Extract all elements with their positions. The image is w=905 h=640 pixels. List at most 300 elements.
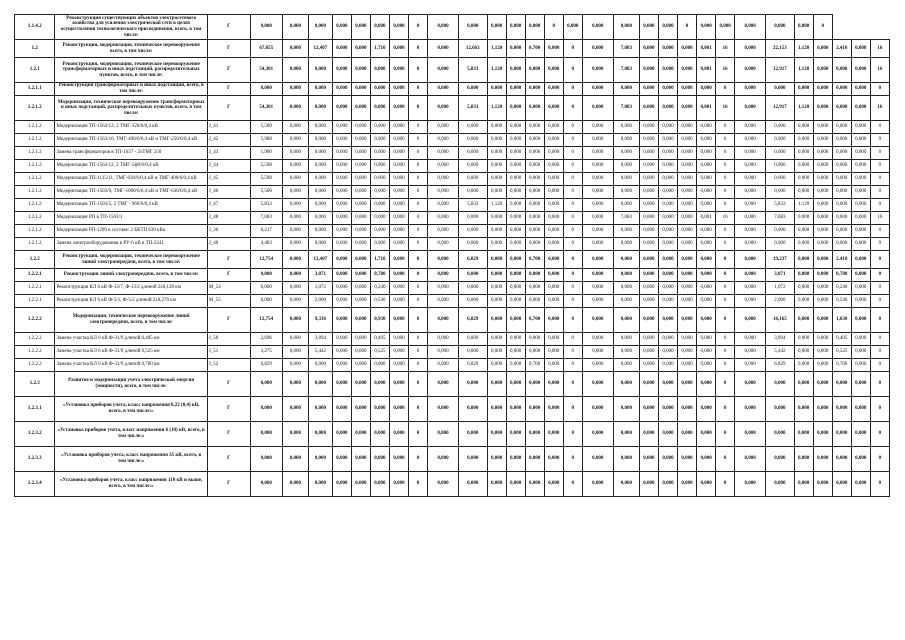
- value-cell: 0,000: [639, 199, 658, 212]
- value-cell: 0: [563, 372, 582, 397]
- value-cell: 0,000: [282, 346, 308, 359]
- value-cell: 0,000: [658, 15, 677, 40]
- value-cell: 0,000: [794, 186, 813, 199]
- value-cell: 5,833: [766, 199, 795, 212]
- value-cell: 0,000: [351, 295, 370, 308]
- value-cell: 1,120: [487, 96, 506, 121]
- value-cell: 0,000: [351, 472, 370, 497]
- value-cell: 0,000: [813, 397, 832, 422]
- value-cell: 0,000: [851, 96, 870, 121]
- value-cell: 0,000: [851, 40, 870, 58]
- value-cell: 0: [563, 134, 582, 147]
- row-name-cell: «Установка приборов учета, класс напряжения 6 (10) кВ, всего, в том числе:»: [55, 422, 207, 447]
- value-cell: 0,000: [851, 251, 870, 269]
- value-cell: 16: [870, 40, 889, 58]
- value-cell: 0,000: [332, 447, 351, 472]
- value-cell: 0,000: [582, 199, 613, 212]
- project-id-cell: Г: [207, 472, 250, 497]
- row-name-cell: Реконструкция линий электропередачи, всего, в том числе:: [55, 269, 207, 282]
- project-id-cell: J_50: [207, 333, 250, 346]
- value-cell: 0,000: [735, 121, 766, 134]
- value-cell: 0,000: [658, 397, 677, 422]
- value-cell: 0,000: [351, 173, 370, 186]
- value-cell: 0,000: [309, 160, 333, 173]
- value-cell: 0: [563, 40, 582, 58]
- value-cell: 16: [870, 58, 889, 83]
- value-cell: 0,000: [766, 134, 795, 147]
- value-cell: 0: [409, 199, 428, 212]
- row-code-cell: 1.2.1.2: [15, 238, 55, 251]
- value-cell: 0: [716, 160, 735, 173]
- value-cell: 0,000: [613, 447, 639, 472]
- value-cell: 1,120: [794, 96, 813, 121]
- project-id-cell: M_55: [207, 295, 250, 308]
- value-cell: 0,000: [370, 83, 389, 96]
- value-cell: 0: [716, 333, 735, 346]
- value-cell: 0,000: [832, 160, 851, 173]
- value-cell: 0,000: [735, 225, 766, 238]
- value-cell: 7,083: [613, 96, 639, 121]
- table-section-row: [15, 251, 890, 269]
- value-cell: 0: [678, 15, 697, 40]
- value-cell: 0: [409, 173, 428, 186]
- row-name-cell: Реконструкция КЛ 6 кВ Ф-5/1, Ф-5/2 длиной 2х0,270 км: [55, 295, 207, 308]
- table-row: [15, 238, 890, 251]
- value-cell: 0,000: [351, 199, 370, 212]
- value-cell: 0,000: [639, 58, 658, 83]
- value-cell: 0,000: [735, 83, 766, 96]
- value-cell: 0,000: [309, 422, 333, 447]
- value-cell: 0,000: [832, 397, 851, 422]
- value-cell: 1,072: [766, 282, 795, 295]
- value-cell: 0,000: [794, 251, 813, 269]
- value-cell: 0,000: [332, 308, 351, 333]
- value-cell: 0,000: [658, 422, 677, 447]
- value-cell: 0: [716, 199, 735, 212]
- value-cell: 0,000: [813, 96, 832, 121]
- value-cell: 0,000: [813, 333, 832, 346]
- value-cell: 5,500: [250, 121, 282, 134]
- value-cell: 0,000: [525, 333, 544, 346]
- value-cell: 0,000: [735, 147, 766, 160]
- row-name-cell: Реконструкция КЛ 6 кВ Ф-13/7, Ф-13/2 длиной 2х0,120 км: [55, 282, 207, 295]
- value-cell: 0,000: [678, 173, 697, 186]
- value-cell: 0,000: [544, 160, 563, 173]
- value-cell: 0,000: [525, 346, 544, 359]
- value-cell: 0,000: [351, 212, 370, 225]
- value-cell: 0,000: [639, 40, 658, 58]
- value-cell: 0,000: [582, 308, 613, 333]
- value-cell: 1,120: [487, 58, 506, 83]
- value-cell: 0,000: [544, 472, 563, 497]
- value-cell: 0,000: [458, 160, 487, 173]
- value-cell: 0,000: [639, 96, 658, 121]
- value-cell: 0,000: [813, 472, 832, 497]
- value-cell: 0,000: [794, 238, 813, 251]
- value-cell: 0: [870, 186, 889, 199]
- value-cell: 0,000: [487, 134, 506, 147]
- table-row: [15, 333, 890, 346]
- value-cell: 0,000: [458, 212, 487, 225]
- value-cell: 0: [409, 397, 428, 422]
- value-cell: 0,000: [813, 238, 832, 251]
- value-cell: 0,000: [851, 83, 870, 96]
- row-code-cell: 1.2.2.2: [15, 308, 55, 333]
- value-cell: 0: [409, 225, 428, 238]
- value-cell: 0: [563, 295, 582, 308]
- value-cell: 0,000: [613, 238, 639, 251]
- value-cell: 0,000: [813, 173, 832, 186]
- value-cell: 0,000: [428, 96, 459, 121]
- project-id-cell: Г: [207, 372, 250, 397]
- value-cell: 0,000: [458, 333, 487, 346]
- value-cell: 0,000: [697, 147, 716, 160]
- value-cell: 0,000: [832, 238, 851, 251]
- value-cell: 0,000: [582, 40, 613, 58]
- document-page: [14, 14, 890, 497]
- value-cell: 0,000: [282, 269, 308, 282]
- value-cell: 0,000: [332, 147, 351, 160]
- value-cell: 0,000: [428, 333, 459, 346]
- value-cell: 0,700: [525, 251, 544, 269]
- value-cell: 0,000: [582, 238, 613, 251]
- value-cell: 0,000: [389, 160, 408, 173]
- value-cell: 0: [409, 160, 428, 173]
- value-cell: 0,000: [370, 160, 389, 173]
- value-cell: 0,000: [351, 447, 370, 472]
- value-cell: 0,000: [658, 295, 677, 308]
- value-cell: 0,000: [582, 173, 613, 186]
- value-cell: 0,000: [309, 58, 333, 83]
- row-code-cell: 1.2.1.2: [15, 186, 55, 199]
- value-cell: 0,000: [794, 83, 813, 96]
- table-row: [15, 282, 890, 295]
- value-cell: 0,000: [697, 422, 716, 447]
- value-cell: 0,000: [639, 447, 658, 472]
- value-cell: 0: [409, 147, 428, 160]
- value-cell: 0,000: [309, 121, 333, 134]
- value-cell: 0,000: [794, 121, 813, 134]
- value-cell: 0,000: [639, 147, 658, 160]
- row-name-cell: Замена трансформаторов в ТП-1637 - 2хТМГ 250: [55, 147, 207, 160]
- value-cell: 0,000: [639, 225, 658, 238]
- table-section-row: [15, 83, 890, 96]
- value-cell: 0: [409, 251, 428, 269]
- value-cell: 0,000: [506, 15, 525, 40]
- value-cell: 0,000: [389, 40, 408, 58]
- value-cell: 0,000: [525, 225, 544, 238]
- project-id-cell: Г: [207, 15, 250, 40]
- value-cell: 0,000: [582, 15, 613, 40]
- value-cell: 0,000: [506, 308, 525, 333]
- value-cell: 1,120: [487, 199, 506, 212]
- value-cell: 5,833: [458, 96, 487, 121]
- value-cell: 0,000: [428, 282, 459, 295]
- value-cell: 0,000: [525, 372, 544, 397]
- value-cell: 0,000: [544, 40, 563, 58]
- value-cell: 0,000: [639, 472, 658, 497]
- value-cell: 0,000: [697, 397, 716, 422]
- value-cell: 12,917: [766, 96, 795, 121]
- value-cell: 0,000: [544, 308, 563, 333]
- value-cell: 0,000: [428, 58, 459, 83]
- row-code-cell: 1.2.1.2: [15, 199, 55, 212]
- value-cell: 0,000: [613, 225, 639, 238]
- value-cell: 0,000: [658, 251, 677, 269]
- value-cell: 0,000: [332, 96, 351, 121]
- value-cell: 0,000: [458, 238, 487, 251]
- value-cell: 0,000: [658, 40, 677, 58]
- project-id-cell: Г: [207, 308, 250, 333]
- value-cell: 0,000: [832, 121, 851, 134]
- value-cell: 0: [544, 15, 563, 40]
- table-row: [15, 346, 890, 359]
- value-cell: 0,000: [735, 199, 766, 212]
- value-cell: 0: [409, 58, 428, 83]
- value-cell: 0: [716, 121, 735, 134]
- value-cell: 0,000: [389, 308, 408, 333]
- table-row: [15, 134, 890, 147]
- value-cell: 0: [870, 160, 889, 173]
- value-cell: 0,000: [678, 472, 697, 497]
- value-cell: 0,000: [458, 173, 487, 186]
- value-cell: 0,000: [332, 472, 351, 497]
- value-cell: 0,000: [678, 225, 697, 238]
- value-cell: 0,000: [506, 121, 525, 134]
- value-cell: 0,000: [309, 225, 333, 238]
- value-cell: 0,000: [544, 173, 563, 186]
- value-cell: 0: [409, 359, 428, 372]
- value-cell: 0,000: [282, 238, 308, 251]
- value-cell: 0,000: [525, 295, 544, 308]
- value-cell: 0,000: [544, 295, 563, 308]
- value-cell: 0,000: [851, 199, 870, 212]
- value-cell: 0,000: [487, 121, 506, 134]
- value-cell: 0,000: [678, 238, 697, 251]
- project-id-cell: J_45: [207, 173, 250, 186]
- value-cell: 0,000: [851, 308, 870, 333]
- value-cell: 0,000: [250, 282, 282, 295]
- value-cell: 0: [870, 346, 889, 359]
- value-cell: 6,829: [458, 308, 487, 333]
- value-cell: 0,000: [678, 147, 697, 160]
- value-cell: 0,000: [389, 147, 408, 160]
- value-cell: 0: [409, 15, 428, 40]
- value-cell: 0,000: [389, 333, 408, 346]
- value-cell: 0,000: [544, 447, 563, 472]
- value-cell: 0,000: [735, 422, 766, 447]
- value-cell: 0,000: [332, 225, 351, 238]
- value-cell: 0,000: [332, 58, 351, 83]
- value-cell: 0,000: [766, 173, 795, 186]
- value-cell: 0,000: [525, 238, 544, 251]
- value-cell: 0,000: [678, 269, 697, 282]
- value-cell: 0,000: [832, 225, 851, 238]
- value-cell: 0,000: [582, 121, 613, 134]
- value-cell: 0,000: [428, 251, 459, 269]
- value-cell: 0,000: [851, 472, 870, 497]
- value-cell: 0,000: [832, 422, 851, 447]
- value-cell: 0: [870, 251, 889, 269]
- value-cell: 0,000: [544, 238, 563, 251]
- value-cell: 0,000: [766, 147, 795, 160]
- value-cell: 0,000: [613, 295, 639, 308]
- value-cell: 5,833: [458, 58, 487, 83]
- value-cell: 0,000: [735, 472, 766, 497]
- value-cell: 0,000: [582, 58, 613, 83]
- value-cell: 0,000: [506, 295, 525, 308]
- value-cell: 0: [870, 121, 889, 134]
- value-cell: 0,000: [506, 333, 525, 346]
- value-cell: 16: [716, 96, 735, 121]
- value-cell: 0,000: [658, 472, 677, 497]
- value-cell: 0,000: [613, 160, 639, 173]
- value-cell: 0,000: [525, 83, 544, 96]
- value-cell: 0,000: [282, 308, 308, 333]
- value-cell: 0,000: [697, 269, 716, 282]
- row-name-cell: Реконструкция, модернизация, техническое перевооружение линий электропередачи, всего, в том числе:: [55, 251, 207, 269]
- value-cell: 0,000: [506, 160, 525, 173]
- value-cell: 0,000: [250, 15, 282, 40]
- value-cell: 0,000: [389, 186, 408, 199]
- value-cell: 0,000: [332, 359, 351, 372]
- value-cell: 0: [716, 472, 735, 497]
- value-cell: 0: [870, 372, 889, 397]
- value-cell: 0,000: [389, 96, 408, 121]
- value-cell: 0,000: [506, 422, 525, 447]
- table-section-row: [15, 15, 890, 40]
- value-cell: 7,083: [613, 40, 639, 58]
- value-cell: 0,000: [282, 372, 308, 397]
- value-cell: 0,000: [813, 295, 832, 308]
- value-cell: 0,000: [389, 15, 408, 40]
- value-cell: 6,829: [458, 251, 487, 269]
- value-cell: 0,000: [487, 359, 506, 372]
- value-cell: 0,000: [851, 447, 870, 472]
- value-cell: 0: [563, 83, 582, 96]
- value-cell: 0,000: [332, 83, 351, 96]
- value-cell: 0,000: [389, 58, 408, 83]
- value-cell: 0: [716, 186, 735, 199]
- value-cell: 0,000: [309, 359, 333, 372]
- value-cell: 0,780: [370, 269, 389, 282]
- value-cell: 0,000: [389, 134, 408, 147]
- value-cell: 0,000: [678, 346, 697, 359]
- value-cell: 0,000: [428, 238, 459, 251]
- value-cell: 0,000: [487, 269, 506, 282]
- row-name-cell: «Установка приборов учета, класс напряжения 110 кВ и выше, всего, в том числе:»: [55, 472, 207, 497]
- value-cell: 0,000: [389, 173, 408, 186]
- value-cell: 0,000: [613, 199, 639, 212]
- value-cell: 0,000: [639, 269, 658, 282]
- value-cell: 0,000: [658, 147, 677, 160]
- value-cell: 2,000: [766, 295, 795, 308]
- value-cell: 0,000: [658, 96, 677, 121]
- value-cell: 5,442: [309, 346, 333, 359]
- value-cell: 0,000: [370, 359, 389, 372]
- project-id-cell: Г: [207, 397, 250, 422]
- value-cell: 0,000: [458, 134, 487, 147]
- value-cell: 0: [563, 96, 582, 121]
- value-cell: 0,000: [613, 147, 639, 160]
- row-name-cell: Модернизация ТП-1115/11, ТМГ-630/6/0,4 кВ и ТМГ-400/6/0,4 кВ: [55, 173, 207, 186]
- value-cell: 0,000: [506, 96, 525, 121]
- value-cell: 7,083: [613, 58, 639, 83]
- value-cell: 0: [563, 447, 582, 472]
- value-cell: 0,000: [544, 134, 563, 147]
- value-cell: 0,000: [389, 225, 408, 238]
- value-cell: 0,000: [813, 40, 832, 58]
- value-cell: 0,000: [832, 96, 851, 121]
- value-cell: 0,000: [428, 160, 459, 173]
- row-code-cell: 1.2.3.4: [15, 472, 55, 497]
- row-name-cell: «Установка приборов учета, класс напряжения 35 кВ, всего, в том числе:»: [55, 447, 207, 472]
- value-cell: 0: [563, 199, 582, 212]
- value-cell: 0,000: [832, 173, 851, 186]
- value-cell: 0,000: [458, 147, 487, 160]
- value-cell: 0,000: [487, 225, 506, 238]
- table-section-row: [15, 472, 890, 497]
- value-cell: 0: [409, 121, 428, 134]
- row-code-cell: 1.2.2.2: [15, 359, 55, 372]
- value-cell: 0,000: [487, 447, 506, 472]
- value-cell: 0,000: [851, 269, 870, 282]
- value-cell: 0,000: [525, 186, 544, 199]
- value-cell: 0,000: [766, 422, 795, 447]
- value-cell: 0,000: [389, 238, 408, 251]
- value-cell: 0,000: [428, 212, 459, 225]
- value-cell: 6,829: [250, 359, 282, 372]
- value-cell: 0,000: [389, 359, 408, 372]
- value-cell: 0,000: [832, 83, 851, 96]
- value-cell: 0: [563, 397, 582, 422]
- value-cell: 0,000: [458, 422, 487, 447]
- value-cell: 0,000: [487, 212, 506, 225]
- value-cell: 0: [716, 83, 735, 96]
- value-cell: 0,000: [639, 282, 658, 295]
- value-cell: 0: [716, 282, 735, 295]
- value-cell: 0,000: [582, 346, 613, 359]
- value-cell: 0,000: [735, 251, 766, 269]
- value-cell: 0,000: [428, 472, 459, 497]
- value-cell: 0,000: [332, 269, 351, 282]
- value-cell: 0,000: [639, 422, 658, 447]
- value-cell: 0,000: [487, 147, 506, 160]
- value-cell: 0,000: [658, 212, 677, 225]
- value-cell: 0,000: [309, 212, 333, 225]
- value-cell: 0,000: [525, 472, 544, 497]
- value-cell: 0,000: [832, 58, 851, 83]
- value-cell: 0: [563, 333, 582, 346]
- value-cell: 0,000: [282, 447, 308, 472]
- value-cell: 0,000: [697, 160, 716, 173]
- value-cell: 0,000: [544, 212, 563, 225]
- value-cell: 0,000: [351, 308, 370, 333]
- table-section-row: [15, 96, 890, 121]
- value-cell: 0,000: [613, 397, 639, 422]
- value-cell: 0,000: [332, 422, 351, 447]
- value-cell: 0,000: [766, 186, 795, 199]
- value-cell: 0,000: [613, 173, 639, 186]
- value-cell: 0,000: [582, 295, 613, 308]
- value-cell: 0,000: [487, 186, 506, 199]
- value-cell: 0,000: [458, 397, 487, 422]
- value-cell: 0,000: [370, 238, 389, 251]
- value-cell: 0,000: [582, 186, 613, 199]
- value-cell: 0,000: [658, 333, 677, 346]
- value-cell: 0,000: [332, 282, 351, 295]
- value-cell: 0,000: [832, 186, 851, 199]
